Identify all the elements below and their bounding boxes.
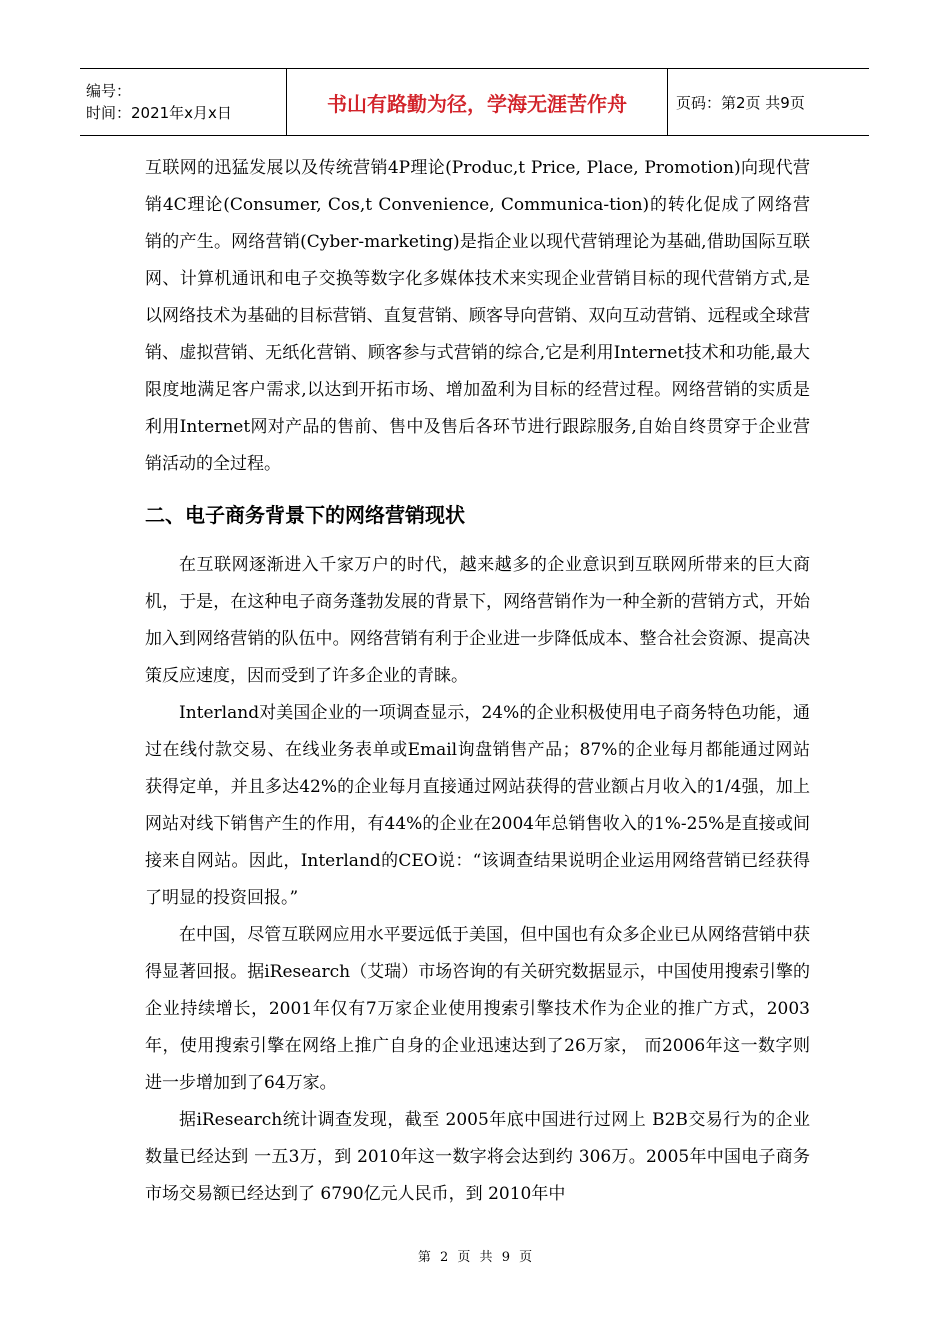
paragraph-5: 据iResearch统计调查发现，截至 2005年底中国进行过网上 B2B交易行为的企业数量已经达到 一五3万，到 2010年这一数字将会达到约 306万。2005年中国电子商务市场交易额已经达到了 6790亿元人民币，到 2010年中	[145, 1110, 810, 1204]
paragraph-1: 互联网的迅猛发展以及传统营销4P理论(Produc,t Price, Place, Promotion)向现代营销4C理论(Consumer, Cos,t Convenience, Communica-tion)的转化促成了网络营销的产生。网络营销(Cyber-marketing)是指企业以现代营销理论为基础,借助国际互联网、计算机通讯和电子交换等数字化多媒体技术来实现企业营销目标的现代营销方式,是以网络技术为基础的目标营销、直复营销、顾客导向营销、双向互动营销、远程或全球营销、虚拟营销、无纸化营销、顾客参与式营销的综合,它是利用Internet技术和功能,最大限度地满足客户需求,以达到开拓市场、增加盈利为目标的经营过程。网络营销的实质是利用Internet网对产品的售前、售中及售后各环节进行跟踪服务,自始自终贯穿于企业营销活动的全过程。	[145, 158, 810, 474]
section-heading: 二、电子商务背景下的网络营销现状	[145, 503, 465, 527]
paragraph-4: 在中国，尽管互联网应用水平要远低于美国，但中国也有众多企业已从网络营销中获得显著回报。据iResearch（艾瑞）市场咨询的有关研究数据显示，中国使用搜索引擎的企业持续增长，2001年仅有7万家企业使用搜索引擎技术作为企业的推广方式，2003年，使用搜索引擎在网络上推广自身的企业迅速达到了26万家， 而2006年这一数字则进一步增加到了64万家。	[145, 925, 810, 1093]
document-body	[145, 150, 810, 1213]
paragraph-2: 在互联网逐渐进入千家万户的时代，越来越多的企业意识到互联网所带来的巨大商机，于是，在这种电子商务蓬勃发展的背景下，网络营销作为一种全新的营销方式，开始加入到网络营销的队伍中。网络营销有利于企业进一步降低成本、整合社会资源、提高决策反应速度，因而受到了许多企业的青睐。	[145, 555, 810, 686]
document-number-label: 编号：	[86, 82, 132, 100]
document-date: 时间：2021年x月x日	[86, 104, 232, 122]
paragraph-3: Interland对美国企业的一项调查显示，24%的企业积极使用电子商务特色功能，通过在线付款交易、在线业务表单或Email询盘销售产品；87%的企业每月都能通过网站获得定单，并且多达42%的企业每月直接通过网站获得的营业额占月收入的1/4强，加上网站对线下销售产生的作用，有44%的企业在2004年总销售收入的1%-25%是直接或间接来自网站。因此，Interland的CEO说：“该调查结果说明企业运用网络营销已经获得了明显的投资回报。”	[145, 703, 810, 908]
page-footer: 第 2 页 共 9 页	[417, 1250, 533, 1265]
header-motto: 书山有路勤为径，学海无涯苦作舟	[287, 69, 668, 136]
header-page-info: 页码：第2页 共9页	[668, 69, 870, 136]
header-left-cell	[80, 69, 287, 136]
page-header	[80, 68, 869, 136]
